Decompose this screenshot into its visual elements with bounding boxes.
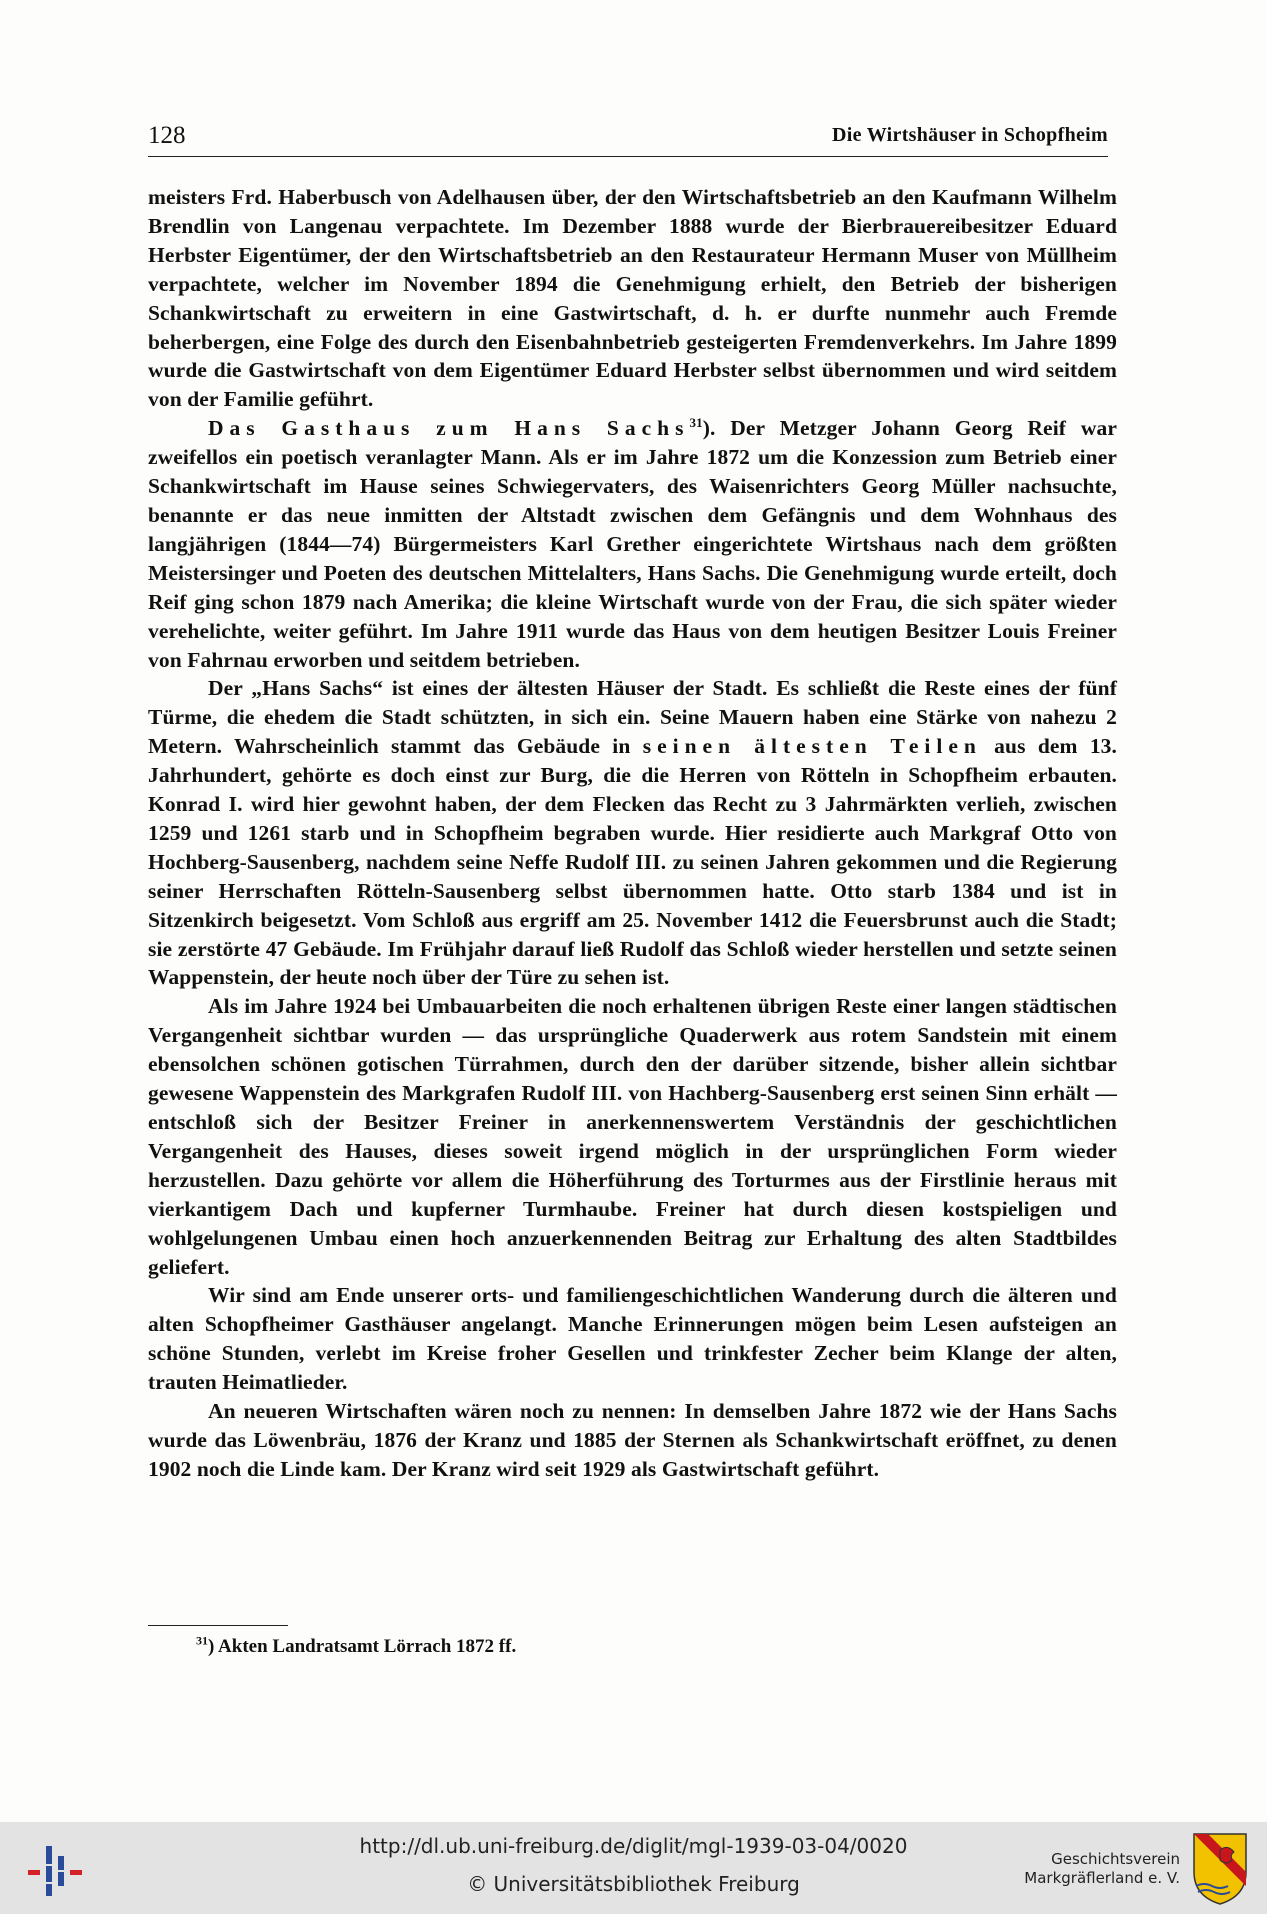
footnote xyxy=(196,1633,517,1658)
paragraph-text: aus dem 13. Jahrhundert, gehörte es doch einst zur Burg, die die Herren von Rötteln in Schopfheim erbauten. Konrad I. wird hier gewohnt haben, der dem Flecken das Recht zu 3 Jahrmärkten verlieh, zwischen 1259 und 1261 starb und in Schopfheim begraben wurde. Hier residierte auch Markgraf Otto von Hochberg-Sausenberg, nachdem seine Neffe Rudolf III. zu seinen Jahren gekommen und die Regierung seiner Herrschaften Rötteln-Sausenberg selbst übernommen hatte. Otto starb 1384 und ist in Sitzenkirch beigesetzt. Vom Schloß aus ergriff am 25. November 1412 die Feuersbrunst auch die Stadt; sie zerstörte 47 Gebäude. Im Frühjahr darauf ließ Rudolf das Schloß wieder herstellen und setzte seinen Wappenstein, der heute noch über der Türe zu sehen ist. xyxy=(148,734,1118,990)
running-title: Die Wirtshäuser in Schopfheim xyxy=(832,124,1108,146)
emphasis-text: seinen ältesten Teilen xyxy=(642,734,982,759)
footnote-mark: 31 xyxy=(196,1633,208,1648)
page-number: 128 xyxy=(148,122,186,149)
association-line: Geschichtsverein xyxy=(1051,1850,1180,1868)
paragraph: meisters Frd. Haberbusch von Adelhausen über, der den Wirtschaftsbetrieb an den Kaufmann Wilhelm Brendlin von Langenau verpachtete. Im Dezember 1888 wurde der Bierbrauereibesitzer Eduard Herbster Eigentümer, der den Wirtschaftsbetrieb an den Restaurateur Hermann Muser von Müllheim verpachtete, welcher im November 1894 die Genehmigung erhielt, den Betrieb der bisherigen Schankwirtschaft zu erweitern in eine Gastwirtschaft, d. h. er durfte nunmehr auch Fremde beherbergen, eine Folge des durch den Eisenbahnbetrieb gesteigerten Fremdenverkehrs. Im Jahre 1899 wurde die Gastwirtschaft von dem Eigentümer Eduard Herbster selbst übernommen und wird seitdem von der Familie geführt. xyxy=(148,185,1117,412)
paragraph: Als im Jahre 1924 bei Umbauarbeiten die noch erhaltenen übrigen Reste einer langen städtischen Vergangenheit sichtbar wurden — das ursprüngliche Quaderwerk aus rotem Sandstein mit einem ebensolchen schönen gotischen Türrahmen, durch den der darüber sitzende, bisher allein sichtbar gewesene Wappenstein des Markgrafen Rudolf III. von Hachberg-Sausenberg erst seinen Sinn erhält — entschloß sich der Besitzer Freiner in anerkennenswertem Verständnis der geschichtlichen Vergangenheit des Hauses, dieses soweit irgend möglich in der ursprünglichen Form wieder herzustellen. Dazu gehörte vor allem die Höherführung des Torturmes aus der Firstlinie heraus mit vierkantigem Dach und kupferner Turmhaube. Freiner hat durch diesen kostspieligen und wohlgelungenen Umbau einen hoch anzuerkennenden Beitrag zur Erhaltung des alten Stadtbildes geliefert. xyxy=(148,994,1117,1279)
paragraph xyxy=(148,674,1117,992)
paragraph-text: ). Der Metzger Johann Georg Reif war zweifellos ein poetisch veranlagter Mann. Als er im Jahre 1872 um die Konzession zum Betrieb einer Schankwirtschaft im Hause seines Schwiegervaters, des Waisenrichters Georg Müller nachsuchte, benannte er das neue inmitten der Altstadt zwischen dem Gefängnis und dem Wohnhaus des langjährigen (1844—74) Bürgermeisters Karl Grether eingerichtete Wirtshaus nach dem größten Meistersinger und Poeten des deutschen Mittelalters, Hans Sachs. Die Genehmigung wurde erteilt, doch Reif ging schon 1879 nach Amerika; die kleine Wirtschaft wurde von der Frau, die sich später wieder verehelichte, weiter geführt. Im Jahre 1911 wurde das Haus von dem heutigen Besitzer Louis Freiner von Fahrnau erworben und seitdem betrieben. xyxy=(148,416,1118,672)
coat-of-arms-icon xyxy=(1190,1830,1250,1906)
paragraph: Wir sind am Ende unserer orts- und familiengeschichtlichen Wanderung durch die älteren und alten Schopfheimer Gasthäuser angelangt. Manche Erinnerungen mögen beim Lesen aufsteigen an schöne Stunden, verlebt im Kreise froher Gesellen und trinkfester Zecher beim Klange der alten, trauten Heimatlieder. xyxy=(148,1283,1117,1395)
association-line: Markgräflerland e. V. xyxy=(1024,1869,1180,1887)
footer-bar xyxy=(0,1822,1267,1914)
footnote-ref: 31 xyxy=(689,415,703,431)
paragraph: An neueren Wirtschaften wären noch zu nennen: In demselben Jahre 1872 wie der Hans Sachs wurde das Löwenbräu, 1876 der Kranz und 1885 der Sternen als Schankwirtschaft eröffnet, zu denen 1902 noch die Linde kam. Der Kranz wird seit 1929 als Gastwirtschaft geführt. xyxy=(148,1399,1117,1481)
section-heading: Das Gasthaus zum Hans Sachs xyxy=(208,416,690,441)
footnote-rule xyxy=(148,1625,288,1626)
copyright-notice: © Universitätsbibliothek Freiburg xyxy=(467,1872,800,1896)
page-header xyxy=(148,120,1108,157)
association-name xyxy=(1000,1850,1180,1888)
paragraph-text: Der „Hans Sachs“ ist eines der ältesten Häuser der Stadt. Es schließt die Reste eines der fünf Türme, die ehedem die Stadt schützten, in sich ein. Seine Mauern haben eine Stärke von nahezu 2 Metern. Wahrscheinlich stammt das Gebäude in xyxy=(148,676,1117,759)
document-url[interactable]: http://dl.ub.uni-freiburg.de/diglit/mgl-1939-03-04/0020 xyxy=(359,1834,908,1858)
footnote-text: ) Akten Landratsamt Lörrach 1872 ff. xyxy=(208,1636,517,1657)
body-text xyxy=(148,183,1117,1484)
paragraph xyxy=(148,414,1117,674)
